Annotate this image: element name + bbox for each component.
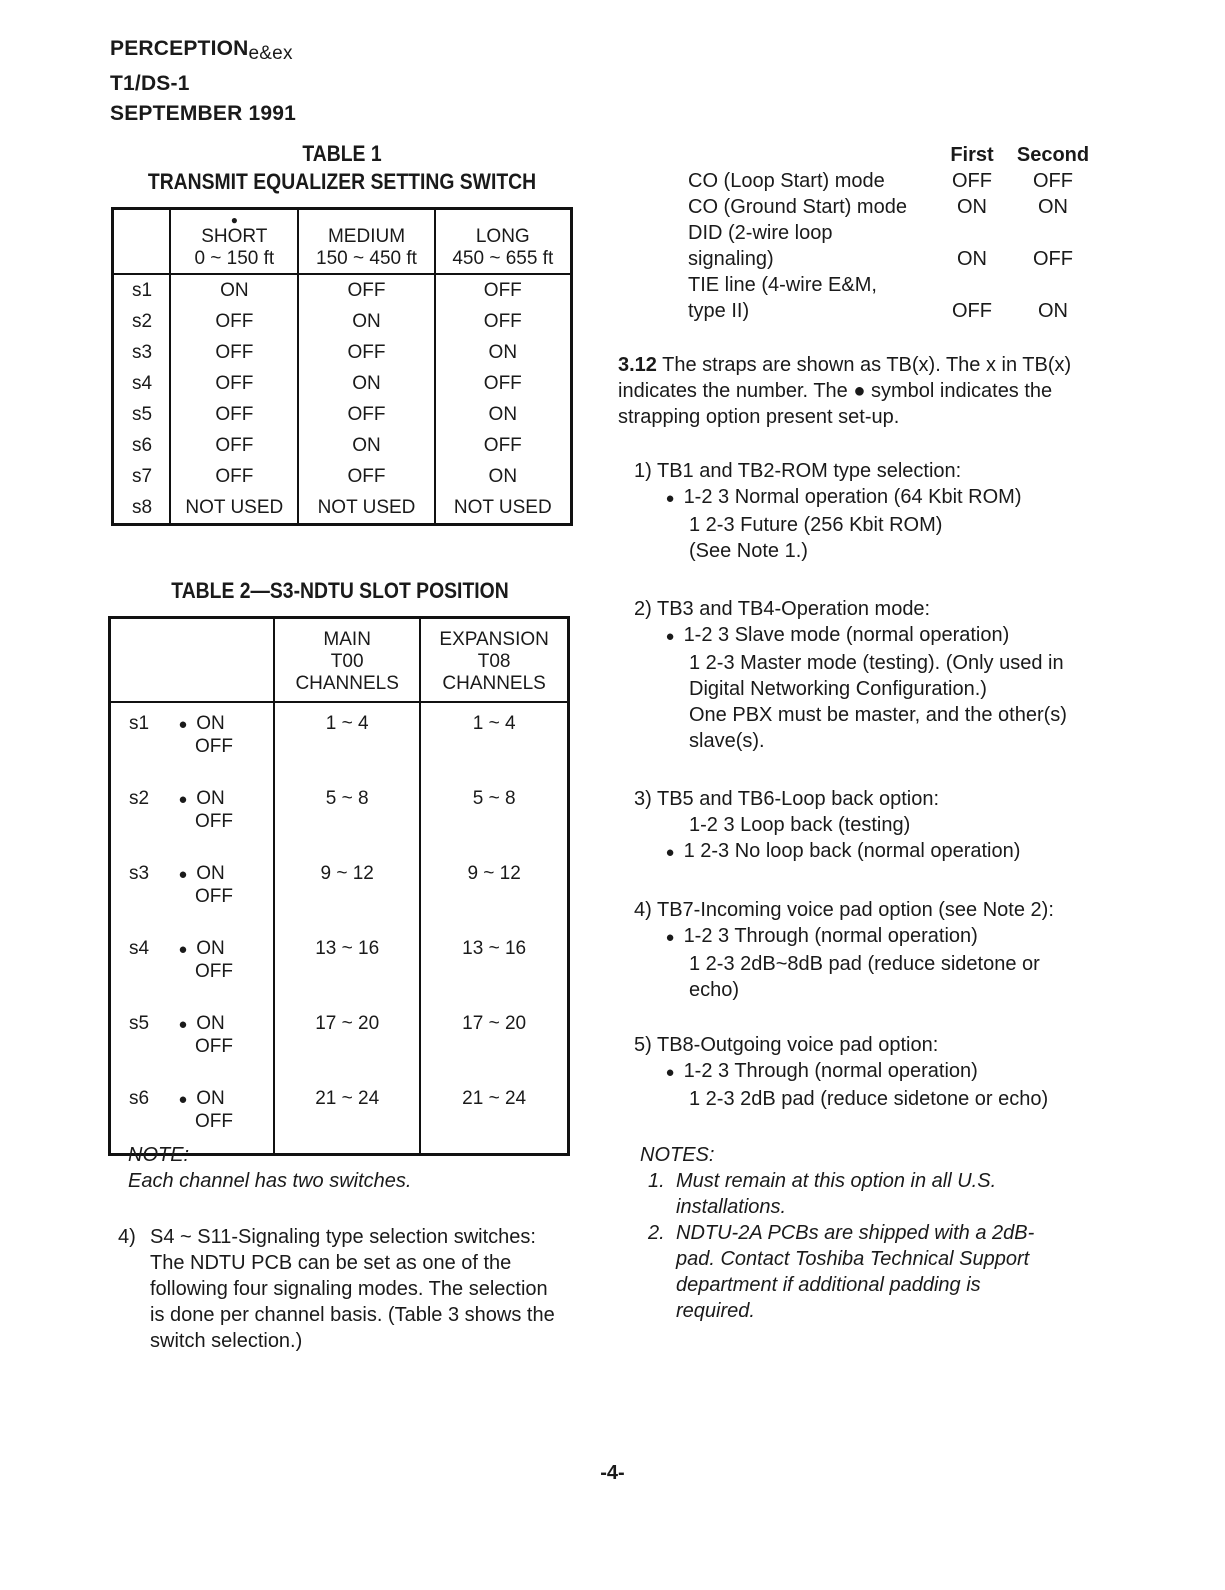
- header-date: SEPTEMBER 1991: [110, 102, 297, 125]
- first-column-header: First: [950, 144, 994, 166]
- switch-setting: ● ON OFF: [175, 1003, 274, 1078]
- table1-subtitle: TRANSMIT EQUALIZER SETTING SWITCH: [147, 169, 537, 194]
- item-text: S4 ~ S11-Signaling type selection switches: The NDTU PCB can be set as one of the following four signaling modes. The selection is done per channel basis. (Table 3 shows the switch selection.): [150, 1226, 555, 1352]
- bullet-icon: ●: [178, 1016, 188, 1033]
- table2-header-empty: [110, 618, 175, 703]
- bullet-icon: ●: [665, 844, 675, 861]
- table-row: s5 ● ON OFF 17 ~ 20 17 ~ 20: [110, 1003, 569, 1078]
- strap-item-4: 4) TB7-Incoming voice pad option (see Note 2): ● 1-2 3 Through (normal operation) 1 2-3 2dB~8dB pad (reduce sidetone or echo): [634, 899, 1054, 1001]
- switch-setting: ● ON OFF: [175, 702, 274, 778]
- table-row: s8 NOT USED NOT USED NOT USED: [113, 492, 572, 525]
- note-item: 1. Must remain at this option in all U.S. installations.: [648, 1170, 997, 1218]
- bullet-icon: ●: [665, 490, 675, 507]
- table-row: s2 ● ON OFF 5 ~ 8 5 ~ 8: [110, 778, 569, 853]
- table-row: CO (Loop Start) mode OFF OFF: [688, 170, 1073, 192]
- bullet-icon: ●: [178, 1091, 188, 1108]
- bullet-icon: ●: [665, 628, 675, 645]
- table2-header-empty: [175, 618, 274, 703]
- table1-header-row: [113, 209, 572, 275]
- table-row: s4 OFF ON OFF: [113, 368, 572, 399]
- bullet-icon: ●: [178, 791, 188, 808]
- header-doc-id: T1/DS-1: [110, 72, 190, 95]
- table-row: s3 ● ON OFF 9 ~ 12 9 ~ 12: [110, 853, 569, 928]
- table-row: s6 ● ON OFF 21 ~ 24 21 ~ 24: [110, 1078, 569, 1155]
- table-row: CO (Ground Start) mode ON ON: [688, 196, 1068, 218]
- table-row: s7 OFF OFF ON: [113, 461, 572, 492]
- table-row: s3 OFF OFF ON: [113, 337, 572, 368]
- page-number: -4-: [600, 1462, 625, 1484]
- strap-item-2: 2) TB3 and TB4-Operation mode: ● 1-2 3 Slave mode (normal operation) 1 2-3 Master mode (testing). (Only used in Digital Networking Configuration.) One PBX must be master, and the other(s) slave(s).: [634, 598, 1067, 752]
- strap-item-3: 3) TB5 and TB6-Loop back option: 1-2 3 Loop back (testing) ● 1 2-3 No loop back (normal operation): [634, 786, 1104, 866]
- table1-title: TABLE 1: [302, 141, 382, 166]
- table-row: TIE line (4-wire E&M, type II) OFF ON: [688, 274, 1068, 322]
- header-product: $PERCEPTION_{e\&ex}$: [110, 37, 293, 64]
- left-note-text: Each channel has two switches.: [128, 1170, 412, 1192]
- table-row: s1 ● ON OFF 1 ~ 4 1 ~ 4: [110, 702, 569, 778]
- left-note: [128, 1142, 412, 1194]
- switch-setting: ● ON OFF: [175, 928, 274, 1003]
- table1-header-long: LONG 450 ~ 655 ft: [435, 209, 572, 275]
- strap-item-1: 1) TB1 and TB2-ROM type selection: ● 1-2 3 Normal operation (64 Kbit ROM) 1 2-3 Future (256 Kbit ROM) (See Note 1.): [634, 460, 1022, 562]
- notes-label: NOTES:: [640, 1144, 715, 1166]
- ndtu-slot-position-table: [108, 616, 570, 1156]
- left-note-label: NOTE:: [128, 1144, 190, 1166]
- document-header: [110, 34, 296, 129]
- table1-header-medium: MEDIUM 150 ~ 450 ft: [298, 209, 434, 275]
- table2-header-main: MAIN T00 CHANNELS: [274, 618, 420, 703]
- table2-title: TABLE 2—S3-NDTU SLOT POSITION: [171, 578, 509, 603]
- table-row: s6 OFF ON OFF: [113, 430, 572, 461]
- table-row: s1 ON OFF OFF: [113, 274, 572, 306]
- switch-setting: ● ON OFF: [175, 853, 274, 928]
- table1-header-empty: [113, 209, 171, 275]
- table2-header-row: [110, 618, 569, 703]
- table2-header-expansion: EXPANSION T08 CHANNELS: [420, 618, 568, 703]
- item-number: 4): [118, 1226, 136, 1248]
- table-row: s5 OFF OFF ON: [113, 399, 572, 430]
- table-row: s4 ● ON OFF 13 ~ 16 13 ~ 16: [110, 928, 569, 1003]
- section-3-12: 3.12 The straps are shown as TB(x). The x in TB(x) indicates the number. The ● symbol indicates the strapping option present set-up.: [618, 354, 1072, 428]
- table-row: DID (2-wire loop signaling) ON OFF: [688, 222, 1073, 270]
- bullet-icon: ●: [178, 941, 188, 958]
- bullet-icon: ●: [665, 1064, 675, 1081]
- table1-caption: [140, 140, 545, 196]
- bullet-icon: ●: [665, 929, 675, 946]
- transmit-equalizer-table: [111, 207, 573, 526]
- table-row: s2 OFF ON OFF: [113, 306, 572, 337]
- note-item: 2. NDTU-2A PCBs are shipped with a 2dB- pad. Contact Toshiba Technical Support department if additional padding is required.: [648, 1222, 1035, 1322]
- strap-item-5: 5) TB8-Outgoing voice pad option: ● 1-2 3 Through (normal operation) 1 2-3 2dB pad (reduce sidetone or echo): [634, 1034, 1049, 1110]
- modes-header-row: [688, 142, 1098, 168]
- bullet-icon: ●: [178, 716, 188, 733]
- switch-setting: ● ON OFF: [175, 778, 274, 853]
- section-number: 3.12: [618, 354, 657, 376]
- second-column-header: Second: [1016, 144, 1090, 166]
- table1-header-short: ● SHORT 0 ~ 150 ft: [170, 209, 298, 275]
- switch-setting: ● ON OFF: [175, 1078, 274, 1155]
- signaling-mode-table: [688, 142, 1098, 324]
- bullet-icon: ●: [178, 866, 188, 883]
- bullet-icon: ●: [230, 213, 238, 227]
- right-notes: [640, 1142, 1080, 1324]
